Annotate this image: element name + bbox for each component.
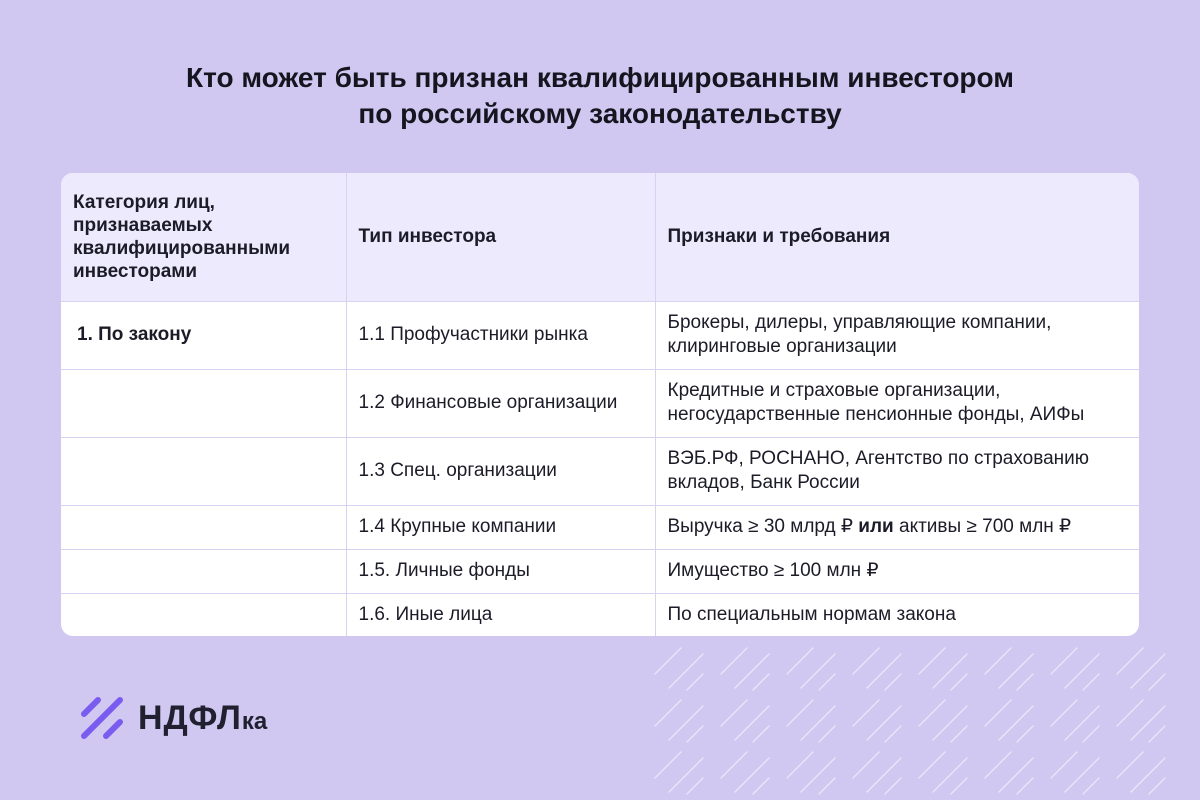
table-row bbox=[61, 369, 1139, 437]
cell-investor-type: 1.4 Крупные компании bbox=[346, 505, 655, 549]
investor-table-card bbox=[61, 173, 1139, 636]
cell-category bbox=[61, 437, 346, 505]
pattern-cell bbox=[853, 752, 901, 794]
pattern-cell bbox=[1051, 752, 1099, 794]
cell-investor-type: 1.6. Иные лица bbox=[346, 593, 655, 636]
table-header-row bbox=[61, 173, 1139, 301]
pattern-cell bbox=[787, 648, 835, 690]
requirements-text-after: активы ≥ 700 млн ₽ bbox=[893, 516, 1072, 537]
cell-requirements: ВЭБ.РФ, РОСНАНО, Агентство по страхованию вкладов, Банк России bbox=[655, 437, 1139, 505]
pattern-cell bbox=[853, 700, 901, 742]
header-category: Категория лиц, признаваемых квалифицированными инвесторами bbox=[61, 173, 346, 301]
investor-table bbox=[61, 173, 1139, 636]
requirements-text-before: Выручка ≥ 30 млрд ₽ bbox=[667, 516, 859, 537]
cell-investor-type: 1.1 Профучастники рынка bbox=[346, 301, 655, 369]
logo-text-small: ка bbox=[241, 707, 268, 735]
cell-requirements: Брокеры, дилеры, управляющие компании, клиринговые организации bbox=[655, 301, 1139, 369]
pattern-cell bbox=[787, 700, 835, 742]
table-row bbox=[61, 593, 1139, 636]
pattern-cell bbox=[985, 700, 1033, 742]
pattern-cell bbox=[787, 752, 835, 794]
pattern-cell bbox=[721, 752, 769, 794]
cell-investor-type: 1.3 Спец. организации bbox=[346, 437, 655, 505]
pattern-cell bbox=[853, 648, 901, 690]
pattern-cell bbox=[721, 648, 769, 690]
pattern-cell bbox=[655, 700, 703, 742]
title-line-2: по российскому законодательству bbox=[358, 98, 842, 129]
pattern-cell bbox=[721, 700, 769, 742]
cell-investor-type: 1.5. Личные фонды bbox=[346, 549, 655, 593]
pattern-cell bbox=[1051, 700, 1099, 742]
pattern-cell bbox=[985, 648, 1033, 690]
pattern-cell bbox=[919, 648, 967, 690]
cell-category: 1. По закону bbox=[61, 301, 346, 369]
pattern-cell bbox=[985, 752, 1033, 794]
pattern-cell bbox=[1051, 648, 1099, 690]
pattern-cell bbox=[655, 648, 703, 690]
pattern-cell bbox=[1117, 752, 1165, 794]
cell-category bbox=[61, 593, 346, 636]
pattern-cell bbox=[655, 752, 703, 794]
requirements-text-bold: или bbox=[858, 516, 894, 537]
logo-text-main: НДФЛ bbox=[138, 698, 242, 737]
cell-category bbox=[61, 505, 346, 549]
table-row bbox=[61, 505, 1139, 549]
table-row bbox=[61, 437, 1139, 505]
pattern-cell bbox=[919, 752, 967, 794]
decorative-slash-pattern bbox=[645, 642, 1200, 800]
cell-category bbox=[61, 369, 346, 437]
pattern-cell bbox=[1117, 700, 1165, 742]
cell-requirements bbox=[655, 505, 1139, 549]
header-requirements: Признаки и требования bbox=[655, 173, 1139, 301]
table-row bbox=[61, 301, 1139, 369]
pattern-cell bbox=[1117, 648, 1165, 690]
title-line-1: Кто может быть признан квалифицированным инвестором bbox=[186, 62, 1014, 93]
cell-requirements: Имущество ≥ 100 млн ₽ bbox=[655, 549, 1139, 593]
cell-category bbox=[61, 549, 346, 593]
logo-text bbox=[138, 699, 267, 738]
cell-investor-type: 1.2 Финансовые организации bbox=[346, 369, 655, 437]
page-title bbox=[0, 60, 1200, 132]
cell-requirements: Кредитные и страховые организации, негосударственные пенсионные фонды, АИФы bbox=[655, 369, 1139, 437]
cell-requirements: По специальным нормам закона bbox=[667, 603, 956, 625]
ndflka-logo bbox=[80, 696, 267, 740]
header-investor-type: Тип инвестора bbox=[346, 173, 655, 301]
table-row bbox=[61, 549, 1139, 593]
logo-slashes-icon bbox=[80, 696, 124, 740]
pattern-cell bbox=[919, 700, 967, 742]
